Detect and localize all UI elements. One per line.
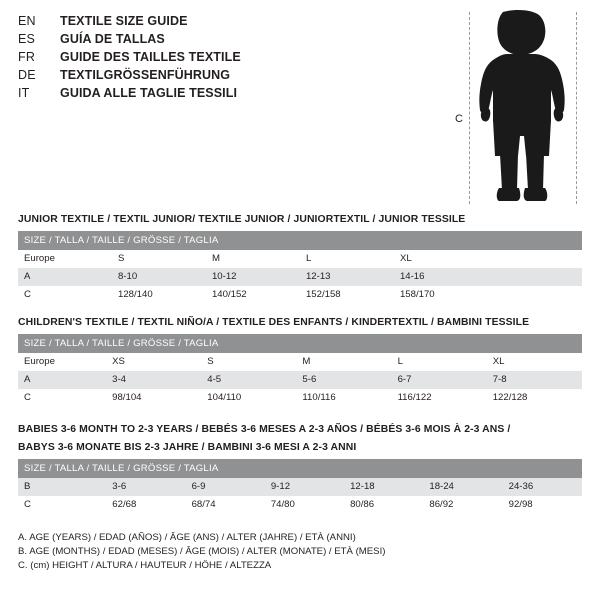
cell-value: 62/68 [112, 499, 137, 510]
language-header [18, 14, 438, 104]
table-row [18, 250, 582, 268]
cell-value: 6-7 [397, 374, 412, 385]
cell-value: 116/122 [397, 392, 432, 403]
table-row [18, 496, 582, 514]
footnote-a: A. AGE (YEARS) / EDAD (AÑOS) / ÂGE (ANS) / ALTER (JAHRE) / ETÀ (ANNI) [18, 532, 356, 543]
cell-column-label: Europe [24, 253, 55, 264]
table-row [18, 286, 582, 304]
cell-value: 140/152 [211, 289, 247, 300]
header-row [18, 50, 438, 64]
size-header-label: SIZE / TALLA / TAILLE / GRÖSSE / TAGLIA [24, 462, 219, 474]
header-row [18, 14, 438, 28]
section-title-children: CHILDREN'S TEXTILE / TEXTIL NIÑO/A / TEXTILE DES ENFANTS / KINDERTEXTIL / BAMBINI TESSILE [18, 317, 530, 328]
cell-value: 68/74 [191, 499, 216, 510]
legend-footnotes [18, 531, 578, 573]
guide-title: TEXTILE SIZE GUIDE [60, 14, 188, 28]
cell-empty [488, 250, 582, 268]
section-children [18, 316, 582, 407]
cell-value: 152/158 [305, 289, 341, 300]
table-row [18, 371, 582, 389]
cell-value: 8-10 [117, 271, 138, 282]
header-row [18, 32, 438, 46]
guide-title: GUIDE DES TAILLES TEXTILE [60, 50, 241, 64]
table-junior [18, 231, 582, 304]
cell-value: 10-12 [211, 271, 237, 282]
cell-value: 86/92 [429, 499, 454, 510]
cell-size: XL [399, 253, 412, 264]
section-title-junior: JUNIOR TEXTILE / TEXTIL JUNIOR/ TEXTILE JUNIOR / JUNIORTEXTIL / JUNIOR TESSILE [18, 214, 466, 225]
size-header-label: SIZE / TALLA / TAILLE / GRÖSSE / TAGLIA [24, 234, 219, 246]
cell-value: 92/98 [508, 499, 533, 510]
table-row [18, 478, 582, 496]
cell-value: 122/128 [492, 392, 528, 403]
header-row [18, 68, 438, 82]
cell-value: 24-36 [508, 481, 534, 492]
header-row [18, 86, 438, 100]
section-title-babies-line2: BABYS 3-6 MONATE BIS 2-3 JAHRE / BAMBINI 3-6 MESI A 2-3 ANNI [18, 442, 357, 453]
table-children [18, 334, 582, 407]
table-header-row [18, 334, 582, 353]
measure-guide-right [576, 12, 577, 204]
cell-row-label: A [24, 374, 31, 385]
language-code: EN [18, 14, 36, 28]
section-title-babies-line1: BABIES 3-6 MONTH TO 2-3 YEARS / BEBÉS 3-6 MESES A 2-3 AÑOS / BÉBÉS 3-6 MOIS À 2-3 ANS / [18, 424, 511, 435]
language-code: FR [18, 50, 36, 64]
table-header-row [18, 231, 582, 250]
table-row [18, 353, 582, 371]
cell-value: 158/170 [399, 289, 435, 300]
cell-size: M [211, 253, 220, 264]
cell-column-label: Europe [24, 356, 55, 367]
cell-value: 80/86 [350, 499, 375, 510]
language-code: IT [18, 86, 30, 100]
cell-value: 18-24 [429, 481, 454, 492]
measure-label-c: C [455, 113, 463, 125]
cell-value: 104/110 [207, 392, 242, 403]
guide-title: TEXTILGRÖSSENFÜHRUNG [60, 68, 231, 82]
cell-value: 4-5 [207, 374, 222, 385]
cell-size: XS [112, 356, 125, 367]
guide-title: GUÍA DE TALLAS [60, 32, 165, 46]
cell-value: 74/80 [270, 499, 295, 510]
table-header-row [18, 459, 582, 478]
size-header-label: SIZE / TALLA / TAILLE / GRÖSSE / TAGLIA [24, 337, 219, 349]
table-row [18, 268, 582, 286]
cell-value: 14-16 [399, 271, 425, 282]
section-junior [18, 213, 582, 304]
cell-row-label: C [24, 499, 31, 510]
cell-empty [488, 286, 582, 304]
cell-value: 3-4 [112, 374, 127, 385]
cell-row-label: B [24, 481, 31, 492]
footnote-c: C. (cm) HEIGHT / ALTURA / HAUTEUR / HÖHE / ALTEZZA [18, 560, 272, 571]
cell-size: S [207, 356, 214, 367]
cell-row-label: A [24, 271, 31, 282]
cell-empty [488, 268, 582, 286]
cell-value: 128/140 [117, 289, 153, 300]
cell-value: 7-8 [492, 374, 507, 385]
table-babies [18, 459, 582, 514]
measurement-figure [455, 8, 585, 208]
language-code: ES [18, 32, 36, 46]
measure-guide-left [469, 12, 470, 204]
cell-row-label: C [24, 392, 31, 403]
cell-size: XL [492, 356, 505, 367]
table-row [18, 389, 582, 407]
footnote-b: B. AGE (MONTHS) / EDAD (MESES) / ÂGE (MOIS) / ALTER (MONATE) / ETÀ (MESI) [18, 546, 386, 557]
cell-value: 110/116 [302, 392, 336, 403]
section-babies [18, 423, 582, 514]
cell-value: 3-6 [112, 481, 127, 492]
cell-size: M [302, 356, 311, 367]
cell-size: L [305, 253, 312, 264]
cell-value: 6-9 [191, 481, 206, 492]
cell-value: 98/104 [112, 392, 142, 403]
cell-value: 9-12 [270, 481, 291, 492]
cell-row-label: C [24, 289, 31, 300]
toddler-silhouette-icon [473, 10, 573, 206]
guide-title: GUIDA ALLE TAGLIE TESSILI [60, 86, 238, 100]
cell-value: 12-13 [305, 271, 331, 282]
cell-value: 5-6 [302, 374, 317, 385]
cell-value: 12-18 [350, 481, 375, 492]
cell-size: S [117, 253, 125, 264]
language-code: DE [18, 68, 36, 82]
cell-size: L [397, 356, 403, 367]
